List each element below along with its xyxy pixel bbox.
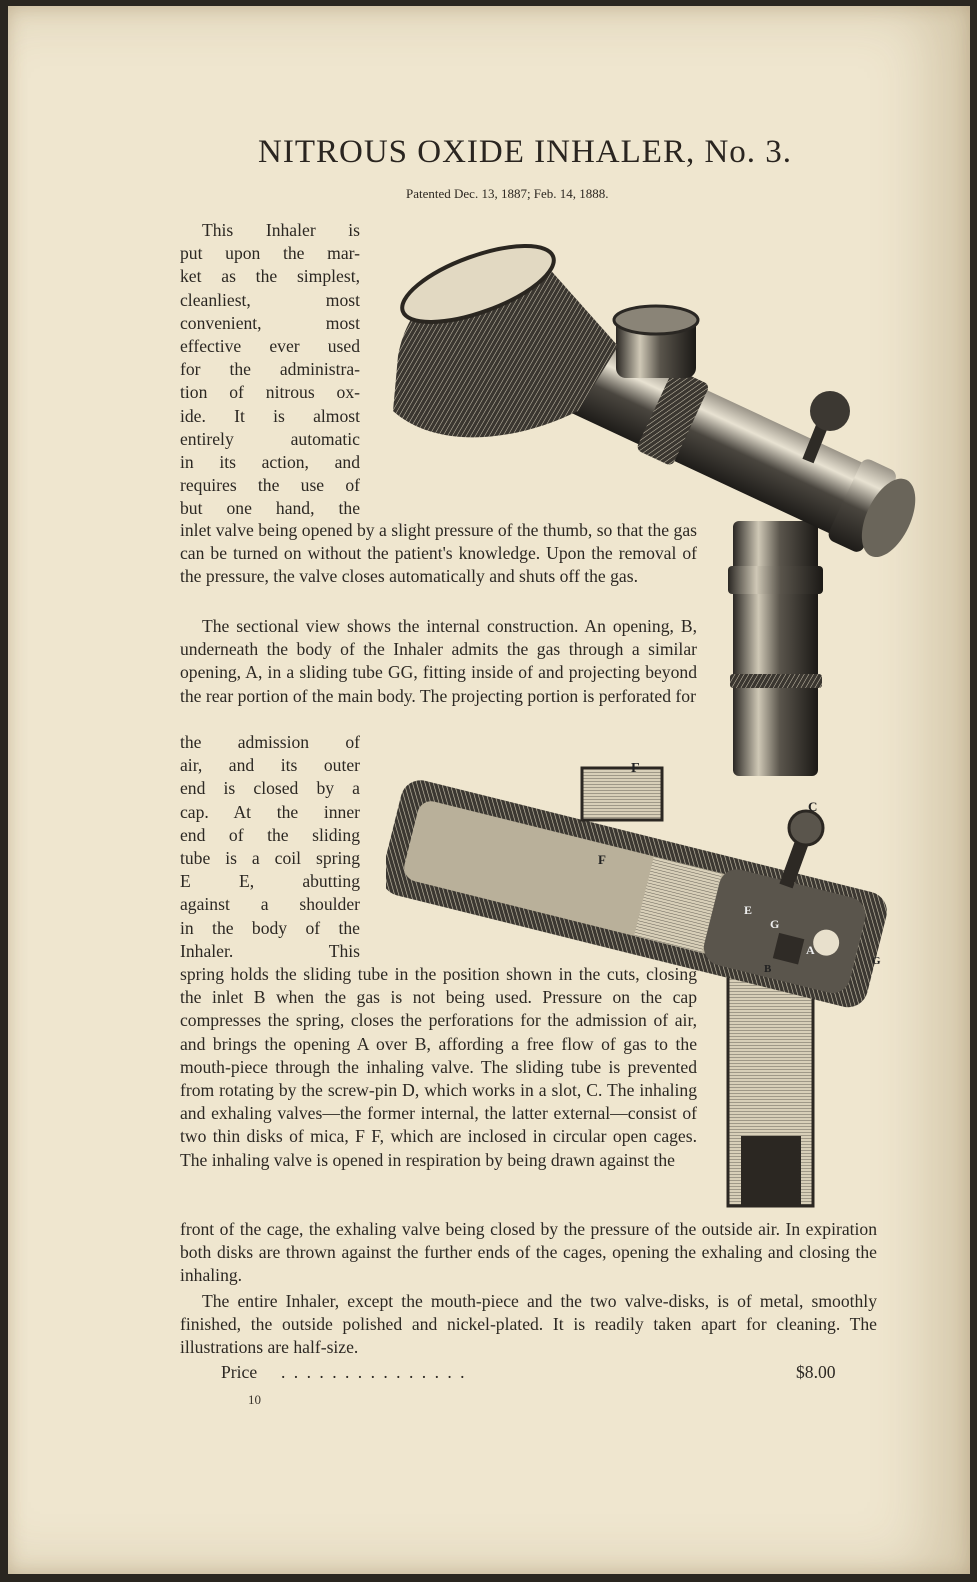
price-value: $8.00 — [796, 1362, 836, 1382]
text-line: requires the use of — [180, 475, 360, 496]
inhaler-exterior-illustration — [378, 236, 938, 786]
text-line: entirely automatic — [180, 428, 360, 449]
paragraph-1-narrow — [180, 219, 360, 521]
text-line: ket as the simplest, — [180, 266, 360, 287]
text-line: but one hand, the — [180, 498, 360, 519]
section-screw-head — [789, 811, 823, 845]
text-line: for the administra- — [180, 359, 360, 380]
label-a: A — [806, 943, 815, 957]
price-label: Price — [221, 1362, 258, 1382]
inhaler-tube-band — [730, 674, 822, 688]
price-leader-dots: . . . . . . . . . . . . . . . — [281, 1362, 467, 1382]
inhaler-tube-collar — [728, 566, 823, 594]
text-line: end is closed by a — [180, 778, 360, 799]
text-line: cleanliest, most — [180, 289, 360, 310]
text-line: tion of nitrous ox- — [180, 382, 360, 403]
paragraph-2-wide-text-2: spring holds the sliding tube in the position shown in the cuts, closing the inlet B when the gas is not being used. Pressure on the cap compresses the spring, closes the perforations for the admission of air, and brings the opening A over B, affording a free flow of gas to the mouth-piece through the inhaling valve. The sliding tube is prevented from rotating by the screw-pin D, which works in a slot, C. The inhaling and exhaling valves—the former internal, the latter external—consist of two thin disks of mica, F F, which are inclosed in circular open cages. The inhaling valve is opened in respiration by being drawn against the — [180, 964, 697, 1170]
text-line: E E, abutting — [180, 871, 360, 892]
section-tube-bottom — [741, 1136, 801, 1206]
paragraph-3-text: The entire Inhaler, except the mouth-piece and the two valve-disks, is of metal, smoothly finished, the outside polished and nickel-plated. It is readily taken apart for cleaning. The illustrations are half-size. — [180, 1291, 877, 1358]
text-line: ide. It is almost — [180, 405, 360, 426]
text-line: tube is a coil spring — [180, 848, 360, 869]
text-line: effective ever used — [180, 336, 360, 357]
inhaler-valve-crown — [614, 306, 698, 334]
text-line: air, and its outer — [180, 755, 360, 776]
label-e: E — [744, 903, 753, 917]
text-line: in the body of the — [180, 917, 360, 938]
text-line: in its action, and — [180, 452, 360, 473]
text-line: convenient, most — [180, 312, 360, 333]
text-line: against a shoulder — [180, 894, 360, 915]
paragraph-2-wide-text: The sectional view shows the internal construction. An opening, B, underneath the body of the Inhaler admits the gas through a similar opening, A, in a sliding tube GG, fitting inside of and projecting beyond the rear portion of the main body. The projecting portion is perforated for — [180, 616, 697, 706]
label-f-top: F — [631, 761, 640, 776]
paragraph-3 — [180, 1290, 877, 1360]
paragraph-2-full-text: front of the cage, the exhaling valve being closed by the pressure of the outside air. In expiration both disks are thrown against the further ends of the cages, opening the exhaling and closing the inhaling. — [180, 1219, 877, 1286]
label-g-end: G — [872, 955, 881, 967]
label-c: C — [808, 799, 818, 814]
text-line: This Inhaler is — [202, 220, 360, 240]
inhaler-thumb-knob — [810, 391, 850, 431]
text-line: end of the sliding — [180, 824, 360, 845]
paragraph-2-narrow — [180, 731, 360, 963]
text-line: Inhaler. This — [180, 940, 360, 961]
page-title: NITROUS OXIDE INHALER, No. 3. — [258, 134, 793, 170]
text-line: the admission of — [180, 732, 360, 752]
paragraph-1-wide-text: inlet valve being opened by a slight pressure of the thumb, so that the gas can be turned on without the patient's knowledge. Upon the removal of the pressure, the valve closes automatically and shuts off the gas. — [180, 520, 697, 587]
patent-note: Patented Dec. 13, 1887; Feb. 14, 1888. — [406, 186, 609, 201]
text-line: put upon the mar- — [180, 243, 360, 264]
label-g-mid: G — [770, 917, 780, 931]
section-valve-cage — [582, 768, 662, 820]
inhaler-section-illustration — [386, 736, 926, 1216]
text-line: cap. At the inner — [180, 801, 360, 822]
paragraph-2-full — [180, 1218, 877, 1288]
label-f-mid: F — [598, 852, 606, 867]
price-row — [221, 1362, 861, 1383]
page-number: 10 — [248, 1392, 261, 1407]
catalog-page — [8, 6, 970, 1574]
label-b: B — [764, 963, 772, 975]
